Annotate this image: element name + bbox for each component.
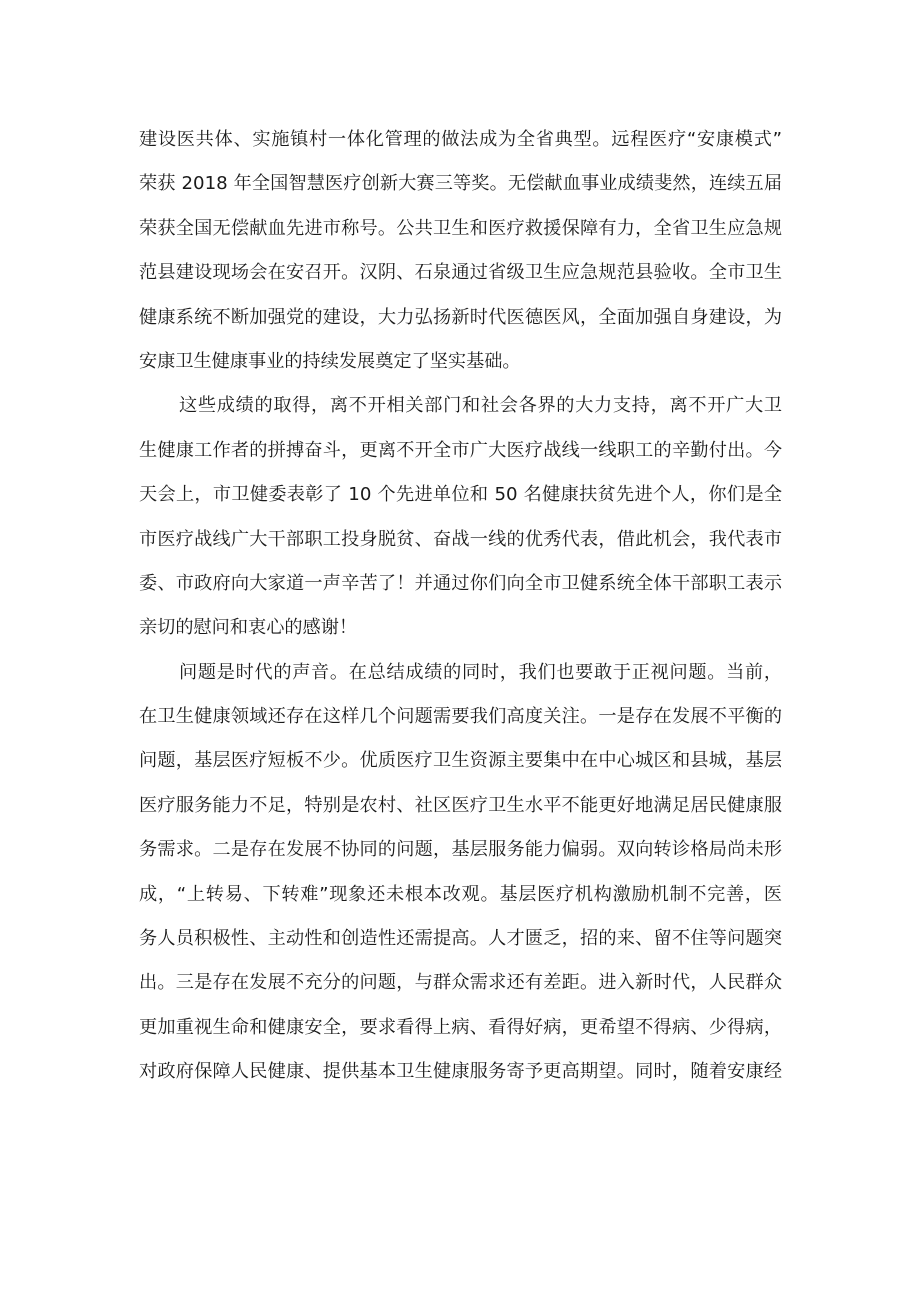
text-line: 委、市政府向大家道一声辛苦了！并通过你们向全市卫健系统全体干部职工表示 <box>139 572 782 594</box>
text-line: 亲切的慰问和衷心的感谢！ <box>139 617 358 639</box>
text-line: 建设医共体、实施镇村一体化管理的做法成为全省典型。远程医疗“安康模式” <box>139 129 782 150</box>
text-line: 这些成绩的取得，离不开相关部门和社会各界的大力支持，离不开广大卫 <box>179 395 782 417</box>
body-text <box>139 118 782 1095</box>
text-line: 成，“上转易、下转难”现象还未根本改观。基层医疗机构激励机制不完善，医 <box>139 883 782 905</box>
text-line: 荣获全国无偿献血先进市称号。公共卫生和医疗救援保障有力，全省卫生应急规 <box>139 217 782 239</box>
paragraph <box>139 651 782 1095</box>
text-line: 出。三是存在发展不充分的问题，与群众需求还有差距。进入新时代，人民群众 <box>139 972 782 994</box>
text-line: 问题，基层医疗短板不少。优质医疗卫生资源主要集中在中心城区和县城，基层 <box>139 750 782 772</box>
text-line: 问题是时代的声音。在总结成绩的同时，我们也要敢于正视问题。当前， <box>179 661 782 683</box>
text-line: 健康系统不断加强党的建设，大力弘扬新时代医德医风，全面加强自身建设，为 <box>139 306 782 328</box>
text-line: 荣获 2018 年全国智慧医疗创新大赛三等奖。无偿献血事业成绩斐然，连续五届 <box>139 173 782 195</box>
text-line: 范县建设现场会在安召开。汉阴、石泉通过省级卫生应急规范县验收。全市卫生 <box>139 262 782 284</box>
paragraph <box>139 384 782 650</box>
text-line: 医疗服务能力不足，特别是农村、社区医疗卫生水平不能更好地满足居民健康服 <box>139 794 782 816</box>
text-line: 市医疗战线广大干部职工投身脱贫、奋战一线的优秀代表，借此机会，我代表市 <box>139 528 782 550</box>
text-line: 在卫生健康领域还存在这样几个问题需要我们高度关注。一是存在发展不平衡的 <box>139 706 782 728</box>
text-line: 对政府保障人民健康、提供基本卫生健康服务寄予更高期望。同时，随着安康经 <box>139 1061 782 1083</box>
text-line: 安康卫生健康事业的持续发展奠定了坚实基础。 <box>139 350 521 372</box>
text-line: 更加重视生命和健康安全，要求看得上病、看得好病，更希望不得病、少得病， <box>139 1016 782 1038</box>
paragraph <box>139 118 782 384</box>
text-line: 务人员积极性、主动性和创造性还需提高。人才匮乏，招的来、留不住等问题突 <box>139 928 782 950</box>
text-line: 天会上，市卫健委表彰了 10 个先进单位和 50 名健康扶贫先进个人，你们是全 <box>139 484 782 506</box>
text-line: 生健康工作者的拼搏奋斗，更离不开全市广大医疗战线一线职工的辛勤付出。今 <box>139 439 782 461</box>
text-line: 务需求。二是存在发展不协同的问题，基层服务能力偏弱。双向转诊格局尚未形 <box>139 839 782 861</box>
